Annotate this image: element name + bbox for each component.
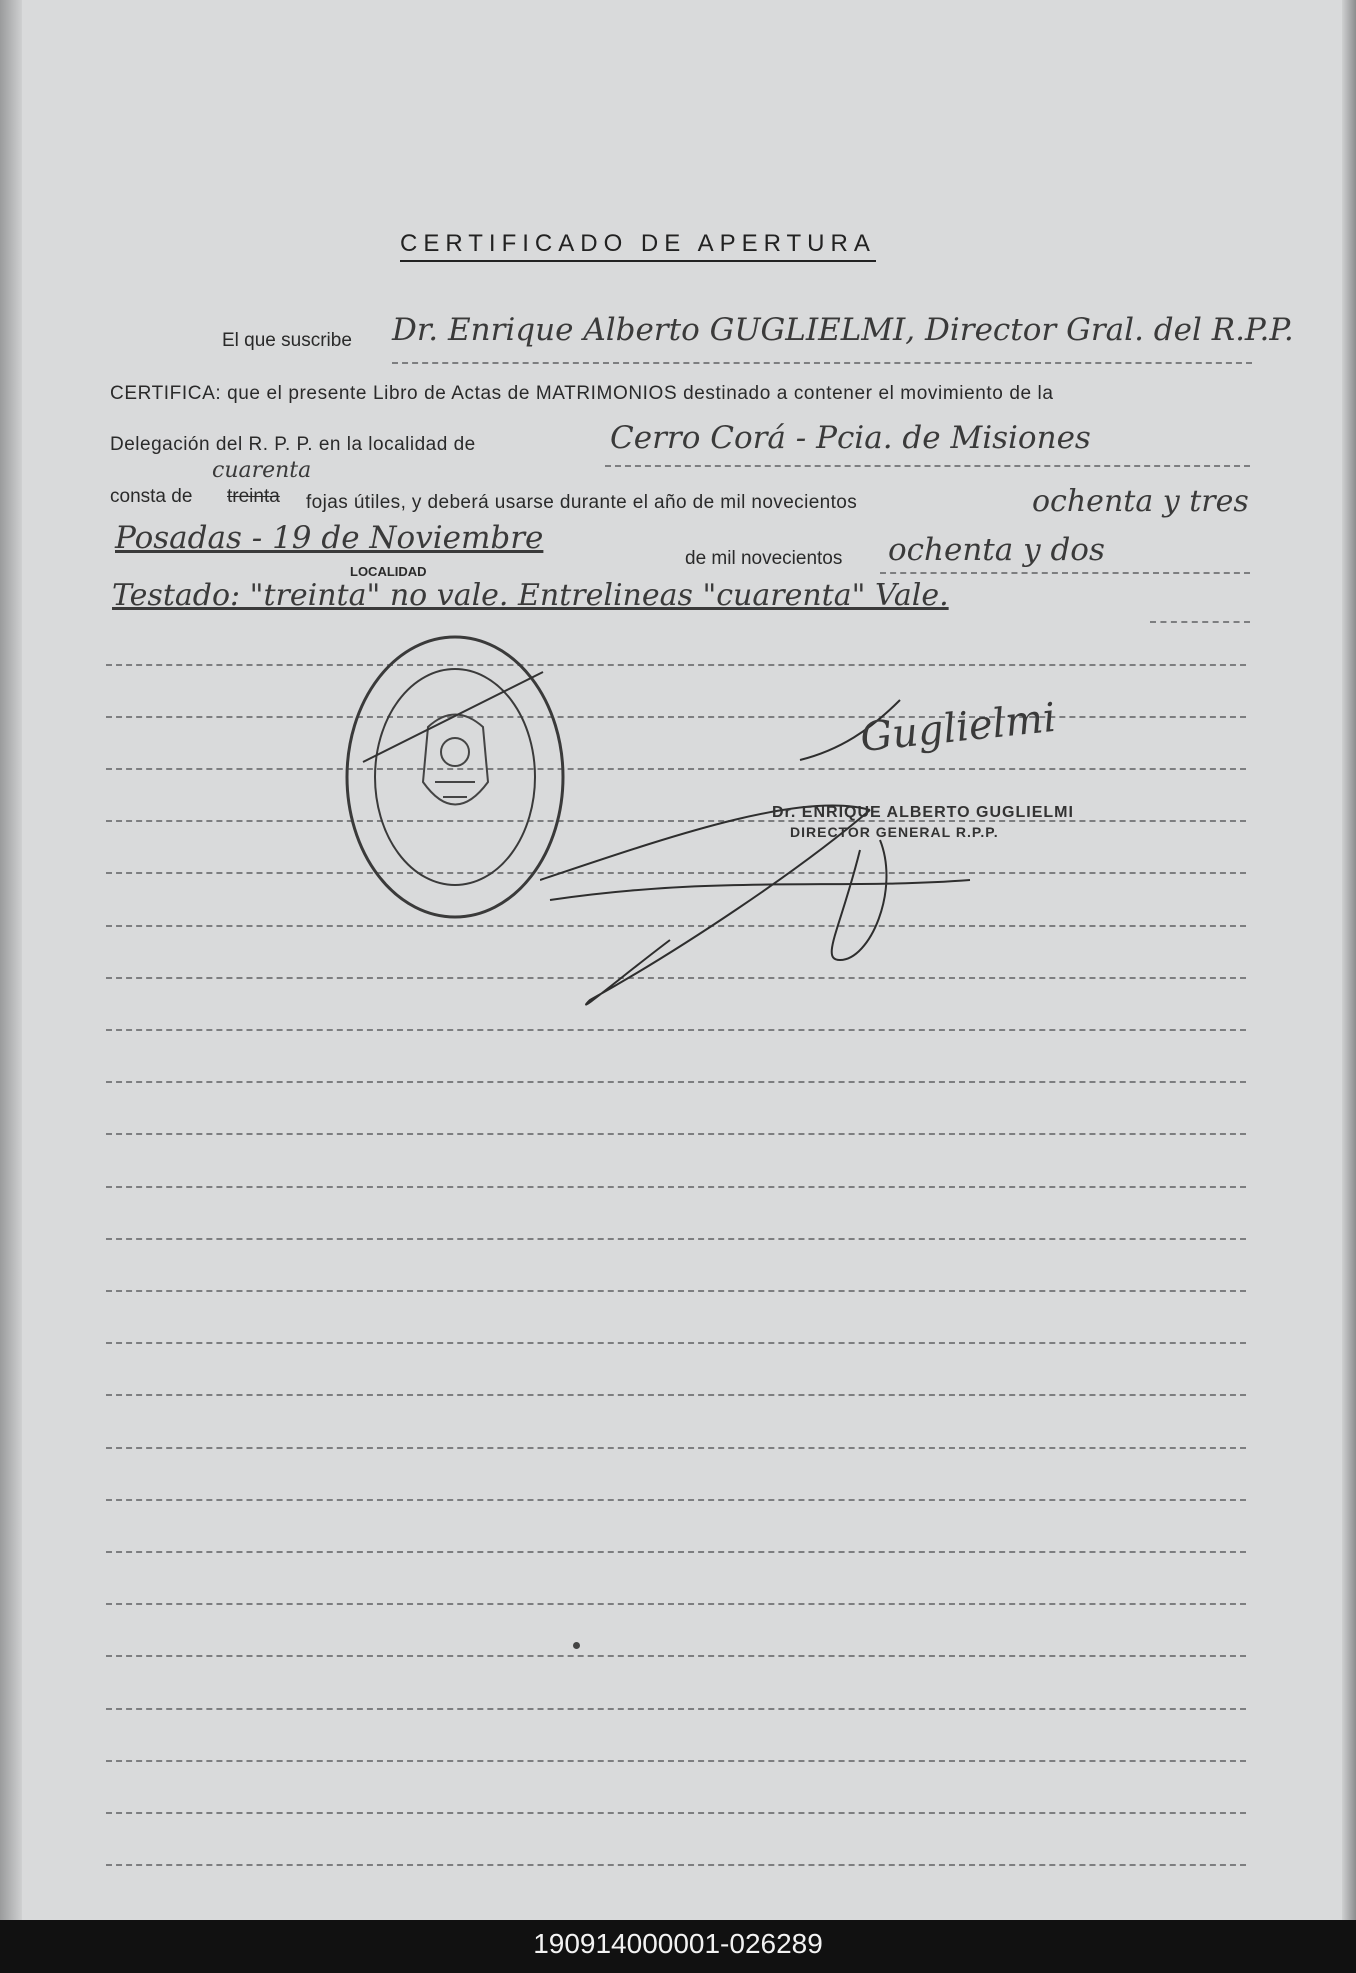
ruled-line (106, 1655, 1246, 1657)
line4-insert-handwriting: cuarenta (212, 458, 312, 483)
line5-handwriting-year: ochenta y dos (888, 532, 1105, 568)
official-seal (343, 632, 568, 922)
ruled-line (106, 1603, 1246, 1605)
document-id: 190914000001-026289 (533, 1928, 823, 1959)
line4-text-a: consta de (110, 486, 193, 507)
ruled-line (106, 1551, 1246, 1553)
page-right-edge (1342, 0, 1356, 1920)
line5-handwriting: Posadas - 19 de Noviembre (115, 520, 544, 556)
line6-rule (1150, 621, 1250, 623)
ruled-line (106, 1342, 1246, 1344)
line1-rule (392, 362, 1252, 364)
line6-handwriting: Testado: "treinta" no vale. Entrelineas "cuarenta" Vale. (112, 578, 949, 613)
signature-handwriting: Guglielmi (858, 694, 1058, 762)
ink-dot (573, 1642, 580, 1649)
ruled-line (106, 1760, 1246, 1762)
line3-rule (605, 465, 1250, 467)
ruled-line (106, 1133, 1246, 1135)
line5-mid-text: de mil novecientos (685, 548, 843, 569)
line4-handwriting: ochenta y tres (1032, 484, 1249, 519)
signatory-name: Dr. ENRIQUE ALBERTO GUGLIELMI (772, 804, 1074, 821)
ruled-line (106, 1864, 1246, 1866)
localidad-label: LOCALIDAD (350, 564, 427, 579)
document-title: CERTIFICADO DE APERTURA (400, 230, 876, 262)
line1-handwriting: Dr. Enrique Alberto GUGLIELMI, Director Gral. del R.P.P. (392, 312, 1294, 348)
line4-text-b: fojas útiles, y deberá usarse durante el año de mil novecientos (306, 492, 858, 513)
ruled-line (106, 1081, 1246, 1083)
signatory-role: DIRECTOR GENERAL R.P.P. (790, 824, 999, 840)
signature-scribble (540, 640, 1180, 1040)
ruled-line (106, 1708, 1246, 1710)
line1-prefix: El que suscribe (222, 330, 352, 351)
line2-text: CERTIFICA: que el presente Libro de Actas de MATRIMONIOS destinado a contener el movimiento de la (110, 383, 1054, 404)
ruled-line (106, 1186, 1246, 1188)
line3-prefix: Delegación del R. P. P. en la localidad de (110, 434, 476, 455)
line4-struck-word: treinta (227, 486, 280, 507)
ruled-line (106, 1499, 1246, 1501)
line5-rule (880, 572, 1250, 574)
ruled-line (106, 1394, 1246, 1396)
line3-handwriting: Cerro Corá - Pcia. de Misiones (610, 420, 1091, 456)
ruled-line (106, 1812, 1246, 1814)
ruled-line (106, 1447, 1246, 1449)
ruled-line (106, 1290, 1246, 1292)
page-left-edge (0, 0, 22, 1920)
ruled-line (106, 1238, 1246, 1240)
